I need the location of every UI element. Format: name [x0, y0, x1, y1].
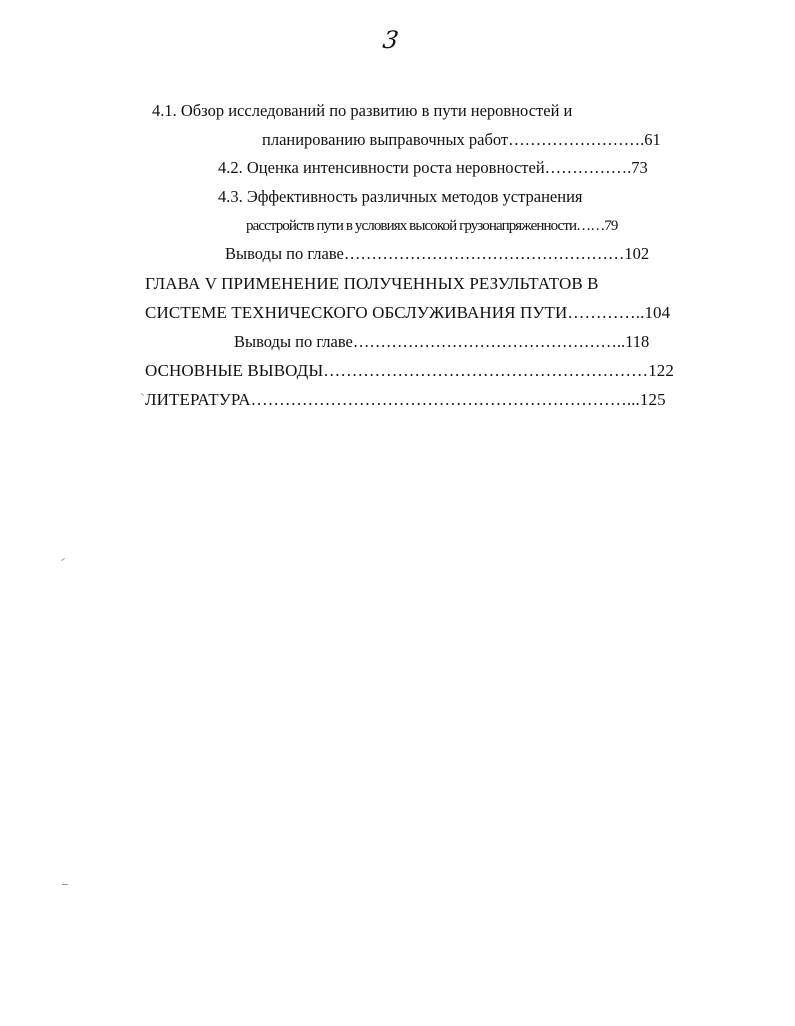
toc-entry-main-conclusions: ОСНОВНЫЕ ВЫВОДЫ…………………………………………………122 [145, 361, 675, 380]
toc-entry-4-3-line1: 4.3. Эффективность различных методов устранения [218, 187, 583, 206]
page-number: 3 [381, 26, 401, 54]
toc-entry-4-1-line2: планированию выправочных работ…………………….61 [262, 130, 661, 149]
toc-entry-4-1-line1: 4.1. Обзор исследований по развитию в пути неровностей и [152, 101, 573, 120]
toc-entry-ch5-conclusions: Выводы по главе…………………………………………..118 [234, 332, 650, 351]
scan-mark [61, 558, 65, 561]
toc-entry-ch4-conclusions: Выводы по главе……………………………………………102 [225, 244, 650, 263]
toc-entry-4-2: 4.2. Оценка интенсивности роста неровностей…………….73 [218, 158, 648, 177]
toc-entry-chapter5-line1: ГЛАВА V ПРИМЕНЕНИЕ ПОЛУЧЕННЫХ РЕЗУЛЬТАТОВ В [145, 274, 599, 293]
toc-entry-4-3-line2: расстройств пути в условиях высокой грузонапряженности……79 [246, 218, 618, 234]
toc-entry-chapter5-line2: СИСТЕМЕ ТЕХНИЧЕСКОГО ОБСЛУЖИВАНИЯ ПУТИ…………..104 [145, 303, 671, 322]
scan-mark [62, 884, 68, 885]
scan-mark [141, 393, 144, 396]
toc-entry-literature: ЛИТЕРАТУРА…………………………………………………………...125 [145, 390, 666, 409]
